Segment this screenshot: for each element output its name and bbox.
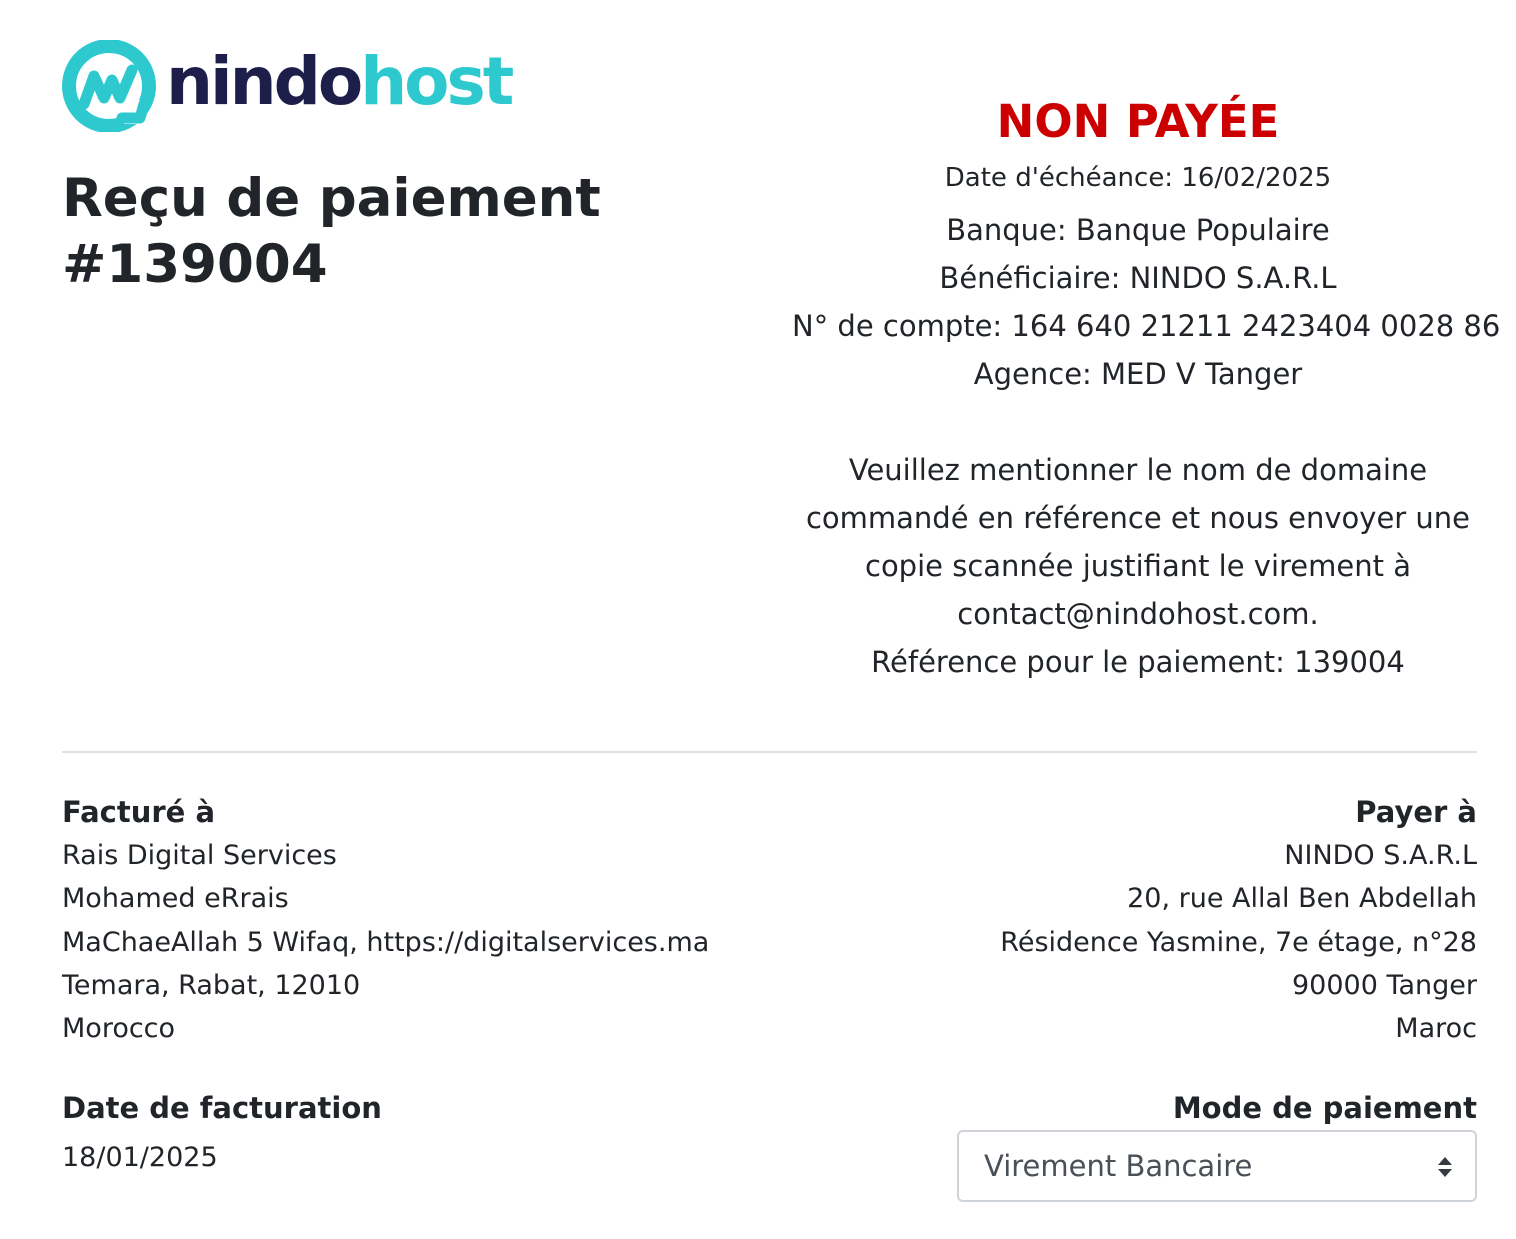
- billing-date-heading: Date de facturation: [62, 1091, 382, 1125]
- page-title-line1: Reçu de paiement: [62, 168, 601, 229]
- divider: [62, 751, 1477, 753]
- pay-to-line: 20, rue Allal Ben Abdellah: [1127, 883, 1477, 915]
- logo-mark-icon: [62, 40, 158, 132]
- contact-email: contact@nindohost.com.: [957, 597, 1319, 631]
- bank-account-number: N° de compte: 164 640 21211 2423404 0028 86: [792, 309, 1501, 343]
- billing-date-value: 18/01/2025: [62, 1142, 218, 1173]
- billed-to-line: Morocco: [62, 1013, 176, 1045]
- transfer-instructions: [792, 446, 1484, 686]
- page-title: [62, 166, 682, 298]
- pay-to-line: Résidence Yasmine, 7e étage, n°28: [1000, 926, 1477, 958]
- select-updown-arrows-icon: [1437, 1156, 1453, 1178]
- bank-name: Banque: Banque Populaire: [946, 213, 1330, 247]
- billed-to-line: MaChaeAllah 5 Wifaq, https://digitalservices.ma: [62, 926, 710, 958]
- bank-agency: Agence: MED V Tanger: [973, 357, 1303, 391]
- pay-to-line: NINDO S.A.R.L: [1284, 840, 1477, 871]
- billed-to-section: [62, 790, 762, 1050]
- billed-to-line: Mohamed eRrais: [62, 883, 289, 915]
- pay-to-line: 90000 Tanger: [1291, 969, 1477, 1001]
- payment-status-block: [792, 92, 1501, 686]
- bank-details: [792, 206, 1501, 398]
- transfer-instructions-line: commandé en référence et nous envoyer une: [805, 501, 1471, 535]
- invoice-number: #139004: [62, 234, 328, 295]
- logo-wordmark-dark: nindo: [166, 43, 361, 120]
- transfer-instructions-line: Veuillez mentionner le nom de domaine: [848, 453, 1428, 487]
- logo-wordmark-teal: host: [360, 43, 512, 120]
- pay-to-section: [777, 790, 1477, 1050]
- pay-to-heading: Payer à: [1355, 795, 1477, 829]
- payment-method-select[interactable]: [957, 1130, 1477, 1202]
- pay-to-line: Maroc: [1395, 1013, 1477, 1045]
- payment-reference: Référence pour le paiement: 139004: [871, 645, 1405, 679]
- due-date: Date d'échéance: 16/02/2025: [944, 163, 1332, 193]
- billing-date-section: [62, 1086, 562, 1180]
- bank-beneficiary: Bénéficiaire: NINDO S.A.R.L: [939, 261, 1337, 295]
- billed-to-heading: Facturé à: [62, 795, 216, 829]
- logo-wordmark: [166, 42, 511, 122]
- billed-to-line: Rais Digital Services: [62, 840, 337, 871]
- transfer-instructions-line: copie scannée justifiant le virement à: [865, 549, 1411, 583]
- status-unpaid-label: NON PAYÉE: [996, 95, 1280, 148]
- payment-method-heading: Mode de paiement: [1172, 1091, 1477, 1125]
- invoice-page: [62, 0, 1501, 1239]
- payment-method-section: [917, 1086, 1477, 1183]
- payment-method-selected-value: Virement Bancaire: [984, 1149, 1253, 1183]
- nindohost-logo[interactable]: [62, 40, 512, 132]
- billed-to-line: Temara, Rabat, 12010: [62, 969, 361, 1001]
